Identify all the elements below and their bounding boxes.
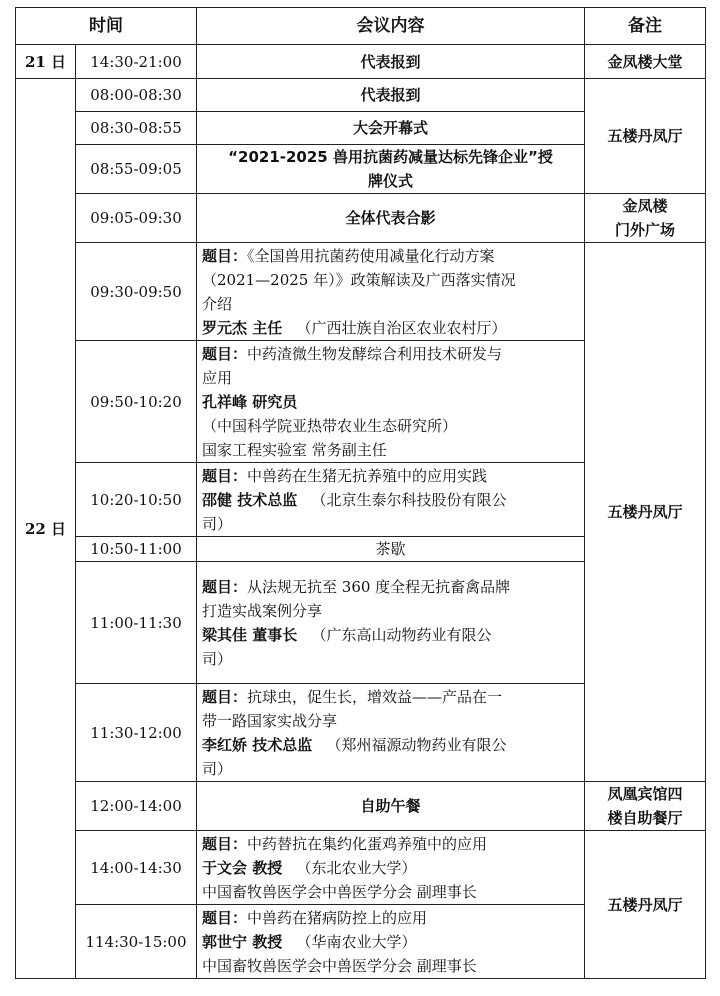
note-cell [585,194,706,243]
talk-cell [197,243,585,341]
talk-cell [197,905,585,979]
speaker-name: 孔祥峰 研究员 [202,392,298,411]
time-cell: 08:55-09:05 [76,145,197,194]
topic-text: 从法规无抗至 360 度全程无抗畜禽品牌 [247,577,511,596]
day-21-label: 21 日 [16,45,76,79]
topic-text: 中药替抗在集约化蛋鸡养殖中的应用 [247,834,488,853]
topic-text: 抗球虫，促生长，增效益——产品在一 [247,687,503,706]
header-row [16,8,706,45]
affiliation: 司） [202,649,233,668]
table-row [16,79,706,112]
note-line: 楼自助餐厅 [607,809,683,827]
affiliation-title: 中国畜牧兽医学会中兽医学分会 副理事长 [202,956,477,975]
note-cell: 五楼丹凤厅 [585,831,706,979]
time-cell: 11:30-12:00 [76,684,197,782]
table-row [16,45,706,79]
talk-cell [197,684,585,782]
topic-line [202,464,579,488]
topic-line [202,575,579,599]
speaker-name: 郭世宁 教授 [202,932,283,951]
topic-label: 题目： [202,466,248,485]
content-cell: 全体代表合影 [197,194,585,243]
time-cell: 09:50-10:20 [76,341,197,463]
note-line: 门外广场 [614,221,675,239]
speaker-name: 于文会 教授 [202,858,283,877]
schedule-table [15,7,706,979]
speaker-name: 罗元杰 主任 [202,318,283,337]
speaker-line [202,316,579,340]
note-line: 凤凰宾馆四 [607,785,683,803]
talk-cell [197,341,585,463]
topic-line [202,906,579,930]
speaker-name: 邵健 技术总监 [202,490,298,509]
time-cell: 14:00-14:30 [76,831,197,905]
time-cell: 10:50-11:00 [76,537,197,562]
content-cell: 代表报到 [197,45,585,79]
time-cell: 08:00-08:30 [76,79,197,112]
content-cell: 自助午餐 [197,782,585,831]
talk-cell [197,463,585,537]
affiliation: 司） [202,759,233,778]
topic-text: 中兽药在猪病防控上的应用 [247,908,428,927]
content-line: “2021-2025 兽用抗菌药减量达标先锋企业”授 [228,148,553,166]
affiliation: （郑州福源动物药业有限公 [326,735,507,754]
note-cell [585,782,706,831]
time-cell: 09:05-09:30 [76,194,197,243]
topic-label: 题目： [202,577,248,596]
talk-cell [197,831,585,905]
content-cell: 茶歇 [197,537,585,562]
speaker-line [202,930,579,954]
table-row [16,194,706,243]
topic-label: 题目： [202,344,248,363]
topic-line [202,342,579,366]
content-cell: 代表报到 [197,79,585,112]
talk-cell [197,562,585,684]
header-note: 备注 [585,8,706,45]
content-line: 牌仪式 [367,172,413,190]
time-cell: 14:30-21:00 [76,45,197,79]
content-cell [197,145,585,194]
topic-line [202,685,579,709]
topic-line: 带一路国家实战分享 [202,711,338,730]
affiliation: （华南农业大学） [296,932,417,951]
affiliation-title: 中国畜牧兽医学会中兽医学分会 副理事长 [202,882,477,901]
affiliation: （东北农业大学） [296,858,417,877]
speaker-line [202,488,579,512]
topic-label: 题目： [202,246,248,265]
header-content: 会议内容 [197,8,585,45]
speaker-name: 梁其佳 董事长 [202,625,298,644]
content-cell: 大会开幕式 [197,112,585,145]
topic-text: 中兽药在生猪无抗养殖中的应用实践 [247,466,488,485]
topic-label: 题目： [202,834,248,853]
topic-line: 打造实战案例分享 [202,601,323,620]
table-row [16,243,706,341]
time-cell: 11:00-11:30 [76,562,197,684]
time-cell: 114:30-15:00 [76,905,197,979]
affiliation: （广东高山动物药业有限公 [311,625,492,644]
speaker-name: 李红娇 技术总监 [202,735,313,754]
topic-line [202,832,579,856]
topic-line: 介绍 [202,294,233,313]
topic-line [202,244,579,268]
speaker-line [202,733,579,757]
affiliation: 司） [202,514,233,533]
affiliation-title: 国家工程实验室 常务副主任 [202,440,387,459]
affiliation: （北京生泰尔科技股份有限公 [311,490,507,509]
note-cell: 金凤楼大堂 [585,45,706,79]
day-22-label: 22 日 [16,79,76,979]
affiliation: （中国科学院亚热带农业生态研究所） [202,416,458,435]
time-cell: 08:30-08:55 [76,112,197,145]
topic-line: （2021—2025 年）》政策解读及广西落实情况 [202,270,516,289]
note-cell: 五楼丹凤厅 [585,79,706,194]
table-row [16,782,706,831]
topic-label: 题目： [202,908,248,927]
time-cell: 10:20-10:50 [76,463,197,537]
affiliation: （广西壮族自治区农业农村厅） [296,318,507,337]
topic-text: 《全国兽用抗菌药使用减量化行动方案 [247,246,495,265]
note-cell: 五楼丹凤厅 [585,243,706,782]
topic-line: 应用 [202,368,233,387]
topic-label: 题目： [202,687,248,706]
speaker-line [202,856,579,880]
time-cell: 12:00-14:00 [76,782,197,831]
table-row [16,831,706,905]
header-time: 时间 [16,8,197,45]
time-cell: 09:30-09:50 [76,243,197,341]
topic-text: 中药渣微生物发酵综合利用技术研发与 [247,344,503,363]
note-line: 金凤楼 [622,197,668,215]
speaker-line [202,623,579,647]
